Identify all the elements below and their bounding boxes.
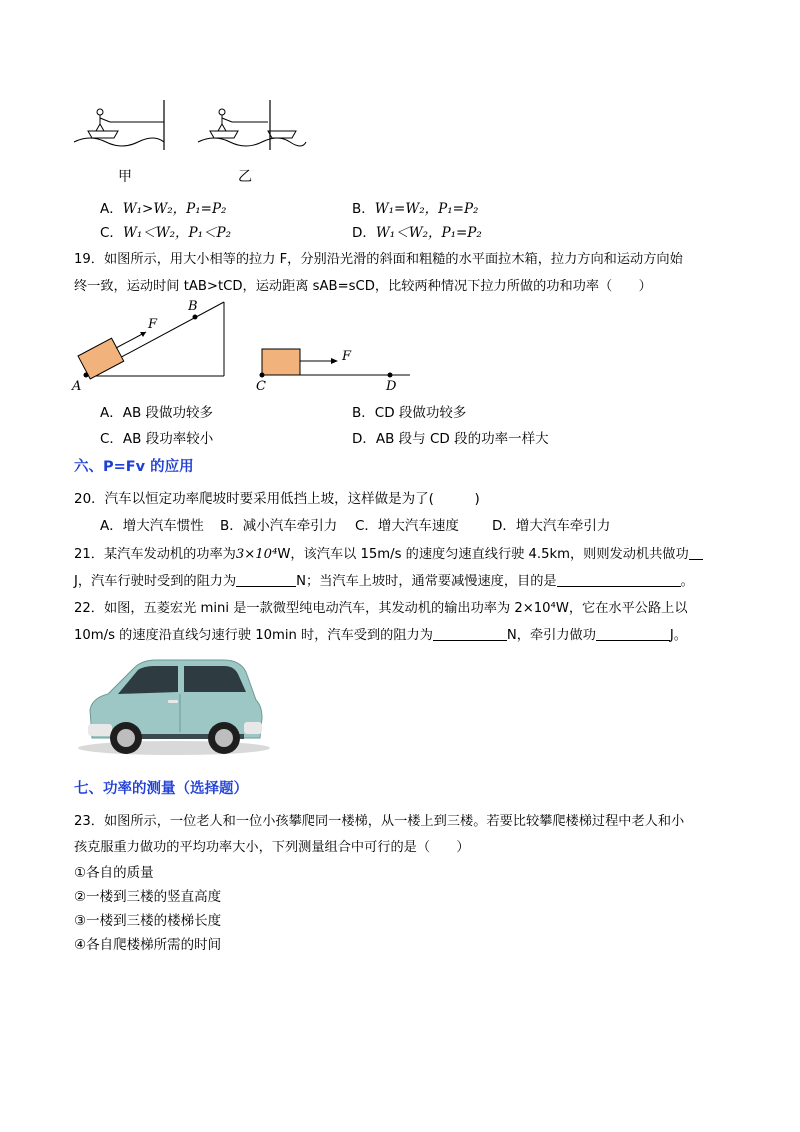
q19-option-c[interactable]: C．AB 段功率较小: [100, 431, 214, 447]
option-w: W₁=W₂，: [374, 201, 439, 217]
option-letter: C．: [100, 225, 123, 241]
q21-blank-resistance[interactable]: [236, 572, 296, 587]
q22-line2: [74, 624, 687, 643]
q22-blank-resistance[interactable]: [433, 626, 507, 641]
q18-option-b[interactable]: [352, 197, 478, 217]
q22-text-c: J。: [669, 628, 687, 643]
q18-option-a[interactable]: [100, 197, 226, 217]
q23-item-1: ①各自的质量: [74, 865, 154, 881]
option-p: P₁=P₂: [186, 201, 227, 217]
q21-blank-work[interactable]: [689, 545, 703, 560]
q22-blank-work[interactable]: [596, 626, 670, 641]
label-F2: F: [342, 349, 352, 364]
option-letter: B．: [352, 201, 375, 217]
q19-figure: [68, 298, 428, 398]
q23-line2: 孩克服重力做功的平均功率大小，下列测量组合中可行的是（ ）: [74, 840, 470, 855]
q19-option-a[interactable]: A．AB 段做功较多: [100, 405, 214, 421]
incline-diagram: [68, 298, 428, 398]
figure-label-yi: 乙: [238, 169, 252, 185]
q19-stem-line2: 终一致，运动时间 tAB>tCD，运动距离 sAB=sCD，比较两种情况下拉力所做的功和功率（ ）: [74, 279, 652, 294]
figure-label-jia: 甲: [118, 169, 132, 185]
q20-option-c[interactable]: C．增大汽车速度: [355, 518, 459, 534]
q21-text-b: W，该汽车以 15m/s 的速度匀速直线行驶 4.5km，则则发动机共做功: [277, 547, 689, 562]
q21-power: 3×10⁴: [235, 547, 278, 562]
option-w: W₁>W₂，: [122, 201, 187, 217]
q23-item-3: ③一楼到三楼的楼梯长度: [74, 913, 222, 929]
option-w: W₁＜W₂，: [375, 225, 442, 241]
q19-stem-line1: 19．如图所示，用大小相等的拉力 F，分别沿光滑的斜面和粗糙的水平面拉木箱，拉力方向和运动方向始: [74, 252, 683, 267]
q18-option-c[interactable]: [100, 221, 231, 241]
section-heading-6: 六、P=Fv 的应用: [74, 459, 194, 475]
q23-item-2: ②一楼到三楼的竖直高度: [74, 889, 222, 905]
q19-option-b[interactable]: B．CD 段做功较多: [352, 405, 467, 421]
ev-car-picture: [74, 650, 274, 760]
q22-line1: 22．如图，五菱宏光 mini 是一款微型纯电动汽车，其发动机的输出功率为 2×10⁴W，它在水平公路上以: [74, 601, 688, 616]
q21-line1: [74, 543, 703, 562]
q20-option-b[interactable]: B．减小汽车牵引力: [220, 518, 338, 534]
q20-stem: 20．汽车以恒定功率爬坡时要采用低挡上坡，这样做是为了( ): [74, 491, 480, 507]
q21-text-c: J，汽车行驶时受到的阻力为: [74, 574, 237, 589]
section-heading-7: 七、功率的测量（选择题）: [74, 781, 248, 797]
q21-blank-purpose[interactable]: [557, 572, 681, 587]
label-D: D: [386, 379, 397, 394]
label-A: A: [72, 379, 82, 394]
q20-option-d[interactable]: D．增大汽车牵引力: [492, 518, 611, 534]
boat-diagram: [70, 98, 310, 188]
q19-option-d[interactable]: D．AB 段与 CD 段的功率一样大: [352, 431, 549, 447]
option-p: P₁=P₂: [438, 201, 479, 217]
q22-text-b: N，牵引力做功: [506, 628, 596, 643]
option-p: P₁=P₂: [441, 225, 482, 241]
q22-text-a: 10m/s 的速度沿直线匀速行驶 10min 时，汽车受到的阻力为: [74, 628, 433, 643]
option-p: P₁＜P₂: [188, 225, 232, 241]
label-C: C: [256, 379, 266, 394]
q23-item-4: ④各自爬楼梯所需的时间: [74, 937, 222, 953]
option-letter: D．: [352, 225, 376, 241]
q21-text-a: 21．某汽车发动机的功率为: [74, 547, 236, 562]
q21-text-e: 。: [680, 574, 694, 589]
q21-line2: [74, 570, 694, 589]
label-F1: F: [148, 317, 158, 332]
q18-figure: [70, 98, 310, 188]
q20-option-a[interactable]: A．增大汽车惯性: [100, 518, 204, 534]
option-letter: A．: [100, 201, 123, 217]
q23-line1: 23．如图所示，一位老人和一位小孩攀爬同一楼梯，从一楼上到三楼。若要比较攀爬楼梯过程中老人和小: [74, 814, 685, 829]
option-w: W₁＜W₂，: [122, 225, 189, 241]
q21-text-d: N；当汽车上坡时，通常要减慢速度，目的是: [296, 574, 557, 589]
label-B: B: [188, 299, 198, 314]
q18-option-d[interactable]: [352, 221, 482, 241]
car-image: [74, 650, 274, 760]
